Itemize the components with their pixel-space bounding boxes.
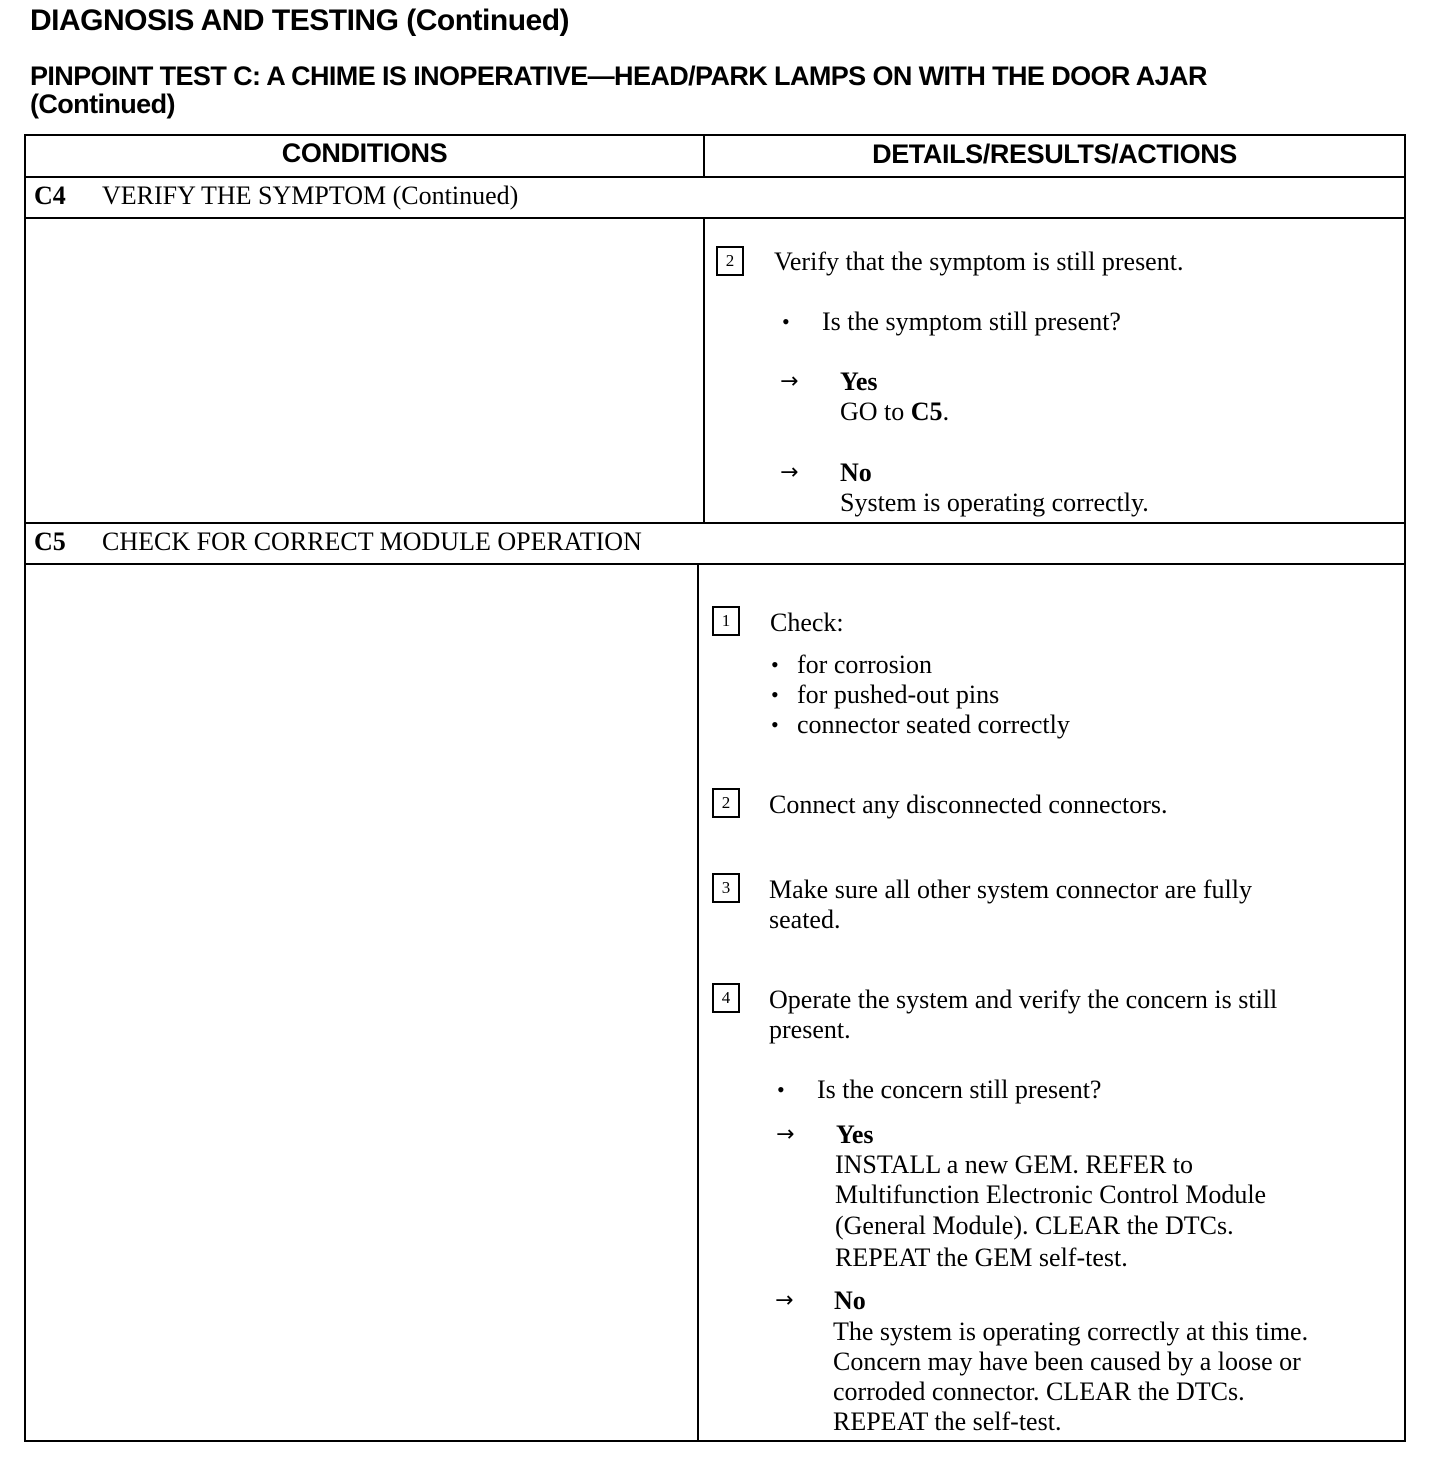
section-header-c4 xyxy=(34,181,518,211)
step-text-line1: Operate the system and verify the concern is still xyxy=(769,985,1278,1014)
check-item: connector seated correctly xyxy=(797,710,1070,739)
yes-action-line: INSTALL a new GEM. REFER to xyxy=(835,1150,1194,1179)
section-c5-column-divider xyxy=(697,563,699,1442)
header-divider xyxy=(24,176,1406,178)
section-title: CHECK FOR CORRECT MODULE OPERATION xyxy=(102,527,642,556)
column-header-conditions: CONDITIONS xyxy=(281,138,448,168)
section-c4-column-divider xyxy=(703,217,705,523)
step-text: Connect any disconnected connectors. xyxy=(769,790,1168,819)
yes-action-line: REPEAT the GEM self-test. xyxy=(835,1243,1128,1272)
column-header-details: DETAILS/RESULTS/ACTIONS xyxy=(872,139,1237,169)
check-item: for corrosion xyxy=(797,650,933,679)
no-label: No xyxy=(840,458,872,487)
bullet-icon: • xyxy=(782,309,790,334)
yes-action xyxy=(840,397,949,427)
step-text: Verify that the symptom is still present. xyxy=(774,247,1184,276)
arrow-right-icon: → xyxy=(780,369,799,394)
no-label: No xyxy=(834,1286,866,1315)
yes-action-prefix: GO to xyxy=(840,397,911,426)
arrow-right-icon: → xyxy=(775,1288,794,1313)
yes-action-ref: C5 xyxy=(910,397,943,426)
bullet-icon: • xyxy=(777,1077,785,1102)
step-text-line2: seated. xyxy=(769,905,841,934)
no-action-line: The system is operating correctly at this time. xyxy=(833,1317,1309,1346)
test-title-line2: (Continued) xyxy=(30,89,175,119)
step-number-box: 1 xyxy=(712,606,740,636)
yes-label: Yes xyxy=(840,367,878,396)
step-question: Is the concern still present? xyxy=(817,1075,1102,1104)
test-title-line1: PINPOINT TEST C: A CHIME IS INOPERATIVE—HEAD/PARK LAMPS ON WITH THE DOOR AJAR xyxy=(30,61,1207,91)
no-action: System is operating correctly. xyxy=(840,488,1149,517)
no-action-line: REPEAT the self-test. xyxy=(833,1407,1062,1436)
section-title: VERIFY THE SYMPTOM xyxy=(102,181,387,210)
section-id: C4 xyxy=(34,181,66,210)
step-text-line1: Make sure all other system connector are fully xyxy=(769,875,1252,904)
yes-action-line: Multifunction Electronic Control Module xyxy=(835,1180,1267,1209)
arrow-right-icon: → xyxy=(780,460,799,485)
step-number-box: 4 xyxy=(712,983,740,1013)
step-question: Is the symptom still present? xyxy=(822,307,1121,336)
no-action-line: corroded connector. CLEAR the DTCs. xyxy=(833,1377,1245,1406)
bullet-icon: • xyxy=(771,682,779,707)
section-c5-top-divider xyxy=(24,522,1406,524)
yes-action-line: (General Module). CLEAR the DTCs. xyxy=(835,1211,1234,1240)
bullet-icon: • xyxy=(771,712,779,737)
section-c5-divider xyxy=(24,563,1406,565)
yes-label: Yes xyxy=(836,1120,874,1149)
step-number-box: 2 xyxy=(716,246,744,276)
check-item: for pushed-out pins xyxy=(797,680,1000,709)
step-number-box: 3 xyxy=(712,873,740,903)
section-id: C5 xyxy=(34,527,66,556)
section-title-suffix: (Continued) xyxy=(386,181,519,210)
step-number-box: 2 xyxy=(712,788,740,818)
section-header-c5 xyxy=(34,527,642,557)
section-c4-divider xyxy=(24,217,1406,219)
page-title: DIAGNOSIS AND TESTING (Continued) xyxy=(30,4,570,37)
yes-action-suffix: . xyxy=(942,397,950,426)
no-action-line: Concern may have been caused by a loose or xyxy=(833,1347,1301,1376)
step-text-line2: present. xyxy=(769,1015,851,1044)
step-text: Check: xyxy=(770,608,844,637)
bullet-icon: • xyxy=(771,652,779,677)
arrow-right-icon: → xyxy=(776,1122,795,1147)
test-title xyxy=(30,62,1207,118)
